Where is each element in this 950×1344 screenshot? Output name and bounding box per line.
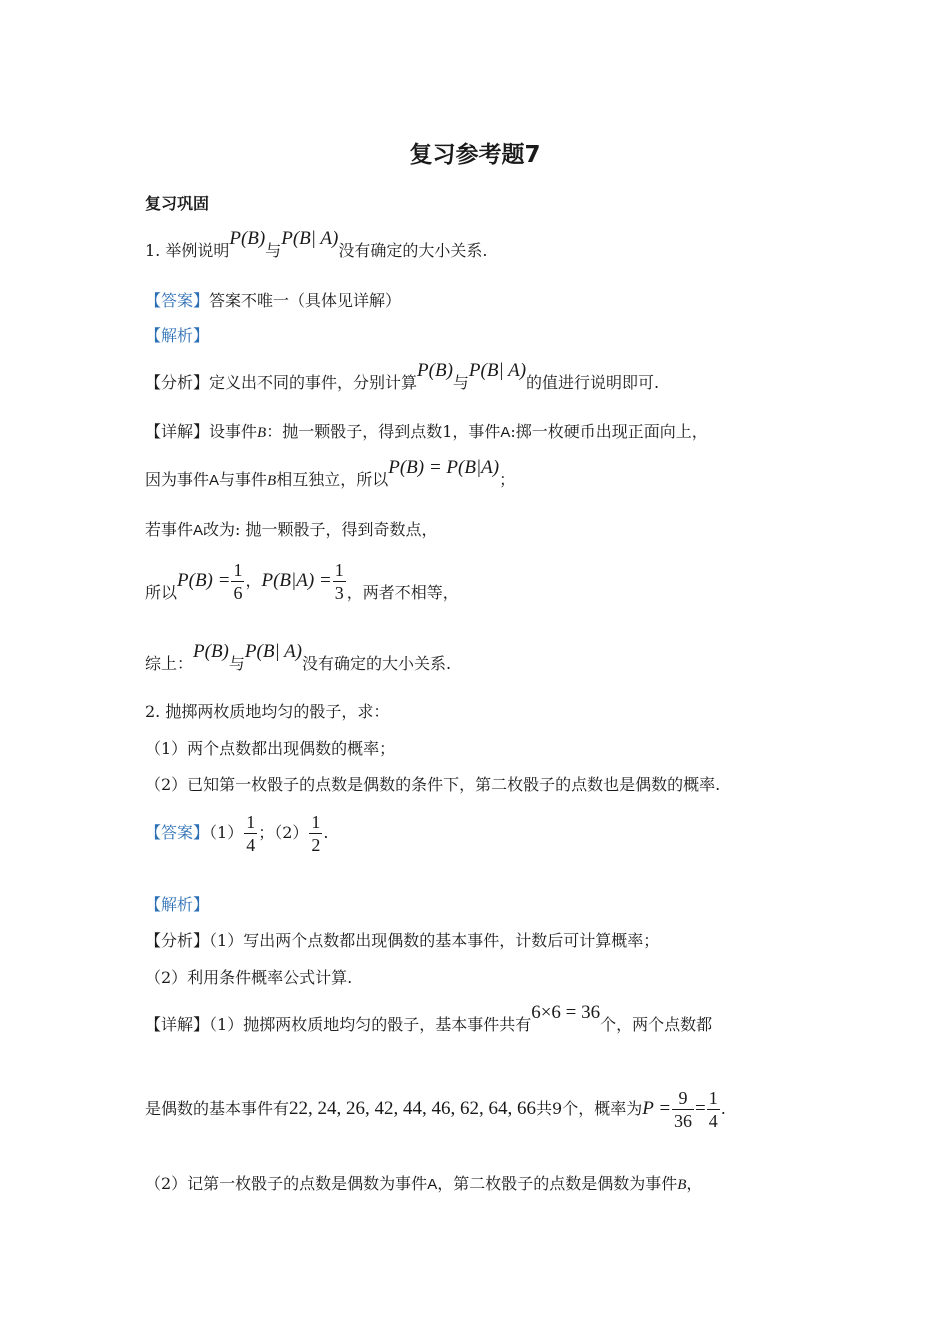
detail-text: 因为事件 xyxy=(145,470,210,489)
analysis-label: 【分析】 xyxy=(145,373,210,392)
formula-pba-eq: P(B|A) = xyxy=(261,570,332,591)
question-1 xyxy=(145,228,488,262)
variable-a: A xyxy=(500,424,511,441)
question-1-suffix: 没有确定的大小关系. xyxy=(338,241,488,260)
variable-a: A xyxy=(209,472,220,489)
fraction-numerator: 1 xyxy=(311,812,321,832)
page-title: 复习参考题7 xyxy=(409,142,541,168)
analysis-label: 【分析】 xyxy=(145,931,210,950)
answer-1 xyxy=(145,290,401,312)
question-2-stem: 2. 抛掷两枚质地均匀的骰子，求： xyxy=(145,702,390,721)
summary-prefix: 综上： xyxy=(145,654,194,673)
analysis-tag-2: 【解析】 xyxy=(145,895,210,914)
detail-2-line-1 xyxy=(145,1002,713,1036)
formula-pb: P(B) xyxy=(417,360,453,381)
fraction-denominator: 2 xyxy=(311,835,321,855)
detail-1-line-2 xyxy=(145,457,516,492)
formula-total-events: 6×6 = 36 xyxy=(531,1002,601,1023)
detail-text: 所以 xyxy=(145,583,178,602)
conjunction: 与 xyxy=(452,373,469,392)
analysis-text-end: 的值进行说明即可. xyxy=(526,373,660,392)
question-2-part-2: （2）已知第一枚骰子的点数是偶数的条件下，第二枚骰子的点数也是偶数的概率. xyxy=(145,775,721,794)
section-heading: 复习巩固 xyxy=(145,194,210,213)
detail-label: 【详解】 xyxy=(145,1015,210,1034)
formula-p-eq: P = xyxy=(642,1098,672,1119)
analysis-2-line-2: （2）利用条件概率公式计算. xyxy=(145,968,353,987)
answer-2 xyxy=(145,808,329,858)
analysis-2-line-1 xyxy=(145,930,659,952)
detail-text: 与事件 xyxy=(219,470,268,489)
question-1-prefix: 1. 举例说明 xyxy=(145,241,230,260)
detail-text: 改为: 抛一颗骰子，得到奇数点， xyxy=(203,520,438,539)
detail-text: ，两者不相等， xyxy=(346,583,459,602)
answer-tag: 【答案】 xyxy=(145,291,210,310)
fraction-numerator: 1 xyxy=(233,560,243,580)
formula-pb: P(B) xyxy=(193,641,229,662)
detail-text: ：抛一颗骰子，得到点数1，事件 xyxy=(266,422,501,441)
even-events-list: 22, 24, 26, 42, 44, 46, 62, 64, 66 xyxy=(289,1098,537,1119)
fraction-one-quarter xyxy=(707,1087,720,1132)
formula-pba: P(B| A) xyxy=(281,228,339,249)
variable-a: A xyxy=(427,1176,438,1193)
detail-text: ， xyxy=(686,1174,703,1193)
detail-2-line-2 xyxy=(145,1084,726,1134)
analysis-text: 定义出不同的事件，分别计算 xyxy=(209,373,418,392)
detail-text: 相互独立，所以 xyxy=(276,470,389,489)
formula-pb-eq: P(B) = xyxy=(177,570,231,591)
fraction-one-half xyxy=(309,811,322,856)
fraction-denominator: 6 xyxy=(233,583,243,603)
detail-1-line-4 xyxy=(145,556,459,606)
fraction-one-quarter xyxy=(244,811,257,856)
fraction-one-third xyxy=(333,559,346,604)
detail-text: 是偶数的基本事件有 xyxy=(145,1099,290,1118)
formula-pb: P(B) xyxy=(229,228,266,249)
fraction-numerator: 1 xyxy=(246,812,256,832)
analysis-text: （1）写出两个点数都出现偶数的基本事件，计数后可计算概率； xyxy=(209,931,660,950)
question-2-part-1: （1）两个点数都出现偶数的概率； xyxy=(145,739,396,758)
equals-sign: = xyxy=(695,1098,706,1119)
fraction-denominator: 4 xyxy=(708,1111,718,1131)
separator: ； xyxy=(258,823,275,842)
detail-label: 【详解】 xyxy=(145,422,210,441)
answer-part-label: （2） xyxy=(274,823,309,842)
conjunction: 与 xyxy=(265,241,282,260)
detail-text: （1）抛掷两枚质地均匀的骰子，基本事件共有 xyxy=(209,1015,532,1034)
variable-b: B xyxy=(267,473,277,489)
fraction-numerator: 1 xyxy=(708,1088,718,1108)
formula-independence: P(B) = P(B|A) xyxy=(388,457,500,478)
analysis-tag-1: 【解析】 xyxy=(145,326,210,345)
detail-text: ； xyxy=(499,470,516,489)
detail-text: 共9个，概率为 xyxy=(536,1099,643,1118)
analysis-1 xyxy=(145,360,660,394)
fraction-numerator: 1 xyxy=(334,560,344,580)
detail-text: ，第二枚骰子的点数是偶数为事件 xyxy=(437,1174,678,1193)
detail-text: 若事件 xyxy=(145,520,194,539)
formula-pba: P(B| A) xyxy=(244,641,303,662)
detail-text: （2）记第一枚骰子的点数是偶数为事件 xyxy=(145,1174,428,1193)
fraction-denominator: 4 xyxy=(246,835,256,855)
detail-1-line-3 xyxy=(145,519,438,542)
detail-1-summary xyxy=(145,641,452,675)
period: . xyxy=(720,1099,726,1118)
conjunction: 与 xyxy=(228,654,245,673)
fraction-numerator: 9 xyxy=(672,1087,694,1110)
detail-text: 个，两个点数都 xyxy=(600,1015,713,1034)
fraction-denominator: 3 xyxy=(334,583,344,603)
variable-b: B xyxy=(257,425,267,441)
detail-text: :掷一枚硬币出现正面向上， xyxy=(510,422,708,441)
summary-suffix: 没有确定的大小关系. xyxy=(302,654,452,673)
fraction-denominator: 36 xyxy=(674,1111,693,1131)
fraction-nine-thirtysix xyxy=(672,1087,694,1132)
fraction-one-sixth xyxy=(231,559,244,604)
detail-1-line-1 xyxy=(145,421,708,444)
answer-part-label: （1） xyxy=(209,823,244,842)
variable-a: A xyxy=(193,522,204,539)
period: . xyxy=(323,823,329,842)
formula-pba: P(B| A) xyxy=(468,360,527,381)
answer-text: 答案不唯一（具体见详解） xyxy=(209,291,402,310)
detail-2-line-3 xyxy=(145,1173,702,1196)
variable-b: B xyxy=(677,1177,687,1193)
detail-text: 设事件 xyxy=(209,422,258,441)
answer-tag: 【答案】 xyxy=(145,823,210,842)
separator: ， xyxy=(245,571,262,590)
